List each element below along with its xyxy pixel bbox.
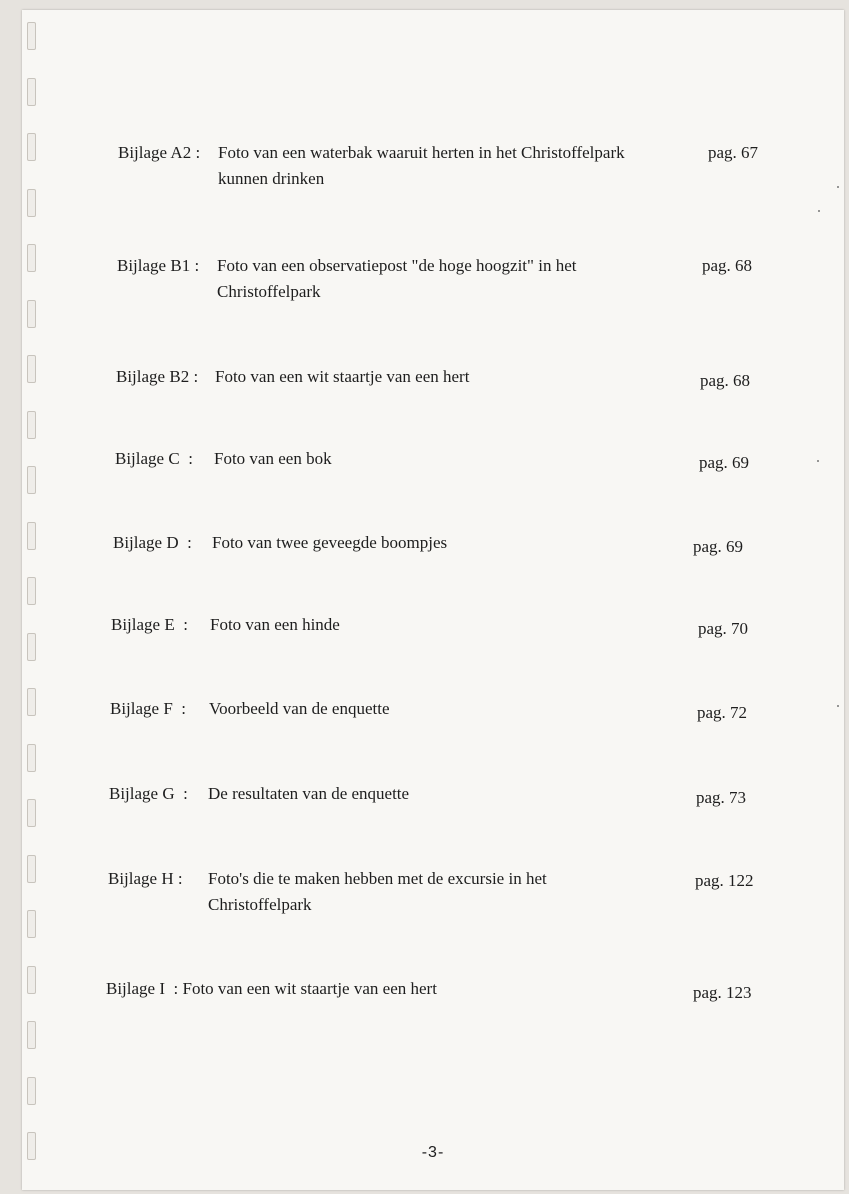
binding-hole (27, 189, 36, 217)
binding-hole (27, 411, 36, 439)
appendix-page: pag. 68 (702, 256, 753, 275)
binding-hole (27, 688, 36, 716)
appendix-description: Foto's die te maken hebben met de excursie in het (208, 869, 547, 888)
binding-hole (27, 855, 36, 883)
paper-speck (837, 705, 839, 707)
appendix-description: Foto van een waterbak waaruit herten in het Christoffelpark (218, 143, 625, 162)
binding-hole (27, 633, 36, 661)
appendix-description: De resultaten van de enquette (208, 784, 410, 803)
appendix-code: Bijlage B2 : (116, 367, 199, 386)
appendix-code: Bijlage A2 : (118, 143, 201, 162)
binding-hole (27, 577, 36, 605)
appendix-description: Foto van een wit staartje van een hert (215, 367, 470, 386)
binding-hole (27, 744, 36, 772)
appendix-description: Foto van een hinde (210, 615, 340, 634)
binding-hole (27, 799, 36, 827)
appendix-page: pag. 69 (699, 453, 750, 472)
appendix-description: Foto van een observatiepost "de hoge hoogzit" in het (217, 256, 577, 275)
appendix-description: Foto van twee geveegde boompjes (212, 533, 448, 552)
appendix-page: pag. 72 (697, 703, 748, 722)
document-page (22, 10, 844, 1190)
appendix-code: Bijlage D : (113, 533, 192, 552)
appendix-page: pag. 67 (708, 143, 759, 162)
appendix-code: Bijlage G : (109, 784, 188, 803)
binding-hole (27, 300, 36, 328)
appendix-code: Bijlage H : (108, 869, 183, 888)
appendix-code: Bijlage I : Foto van een wit staartje van een hert (106, 979, 437, 998)
appendix-code: Bijlage E : (111, 615, 188, 634)
paper-speck (818, 210, 820, 212)
binding-hole (27, 22, 36, 50)
appendix-page: pag. 69 (693, 537, 744, 556)
binding-hole (27, 1077, 36, 1105)
appendix-page: pag. 122 (695, 871, 754, 890)
appendix-description: Voorbeeld van de enquette (209, 699, 390, 718)
appendix-description-cont: Christoffelpark (217, 282, 321, 301)
binding-holes (25, 10, 39, 1190)
appendix-code: Bijlage C : (115, 449, 193, 468)
binding-hole (27, 78, 36, 106)
binding-hole (27, 244, 36, 272)
appendix-code: Bijlage F : (110, 699, 187, 718)
binding-hole (27, 466, 36, 494)
paper-speck (837, 186, 839, 188)
page-number: -3- (421, 1144, 445, 1161)
appendix-page: pag. 70 (698, 619, 749, 638)
binding-hole (27, 133, 36, 161)
appendix-description-cont: kunnen drinken (218, 169, 325, 188)
appendix-page: pag. 73 (696, 788, 747, 807)
binding-hole (27, 966, 36, 994)
appendix-page: pag. 123 (693, 983, 752, 1002)
paper-speck (817, 460, 819, 462)
appendix-description-cont: Christoffelpark (208, 895, 312, 914)
binding-hole (27, 910, 36, 938)
binding-hole (27, 522, 36, 550)
binding-hole (27, 355, 36, 383)
appendix-code: Bijlage B1 : (117, 256, 200, 275)
binding-hole (27, 1021, 36, 1049)
appendix-page: pag. 68 (700, 371, 751, 390)
appendix-description: Foto van een bok (214, 449, 332, 468)
